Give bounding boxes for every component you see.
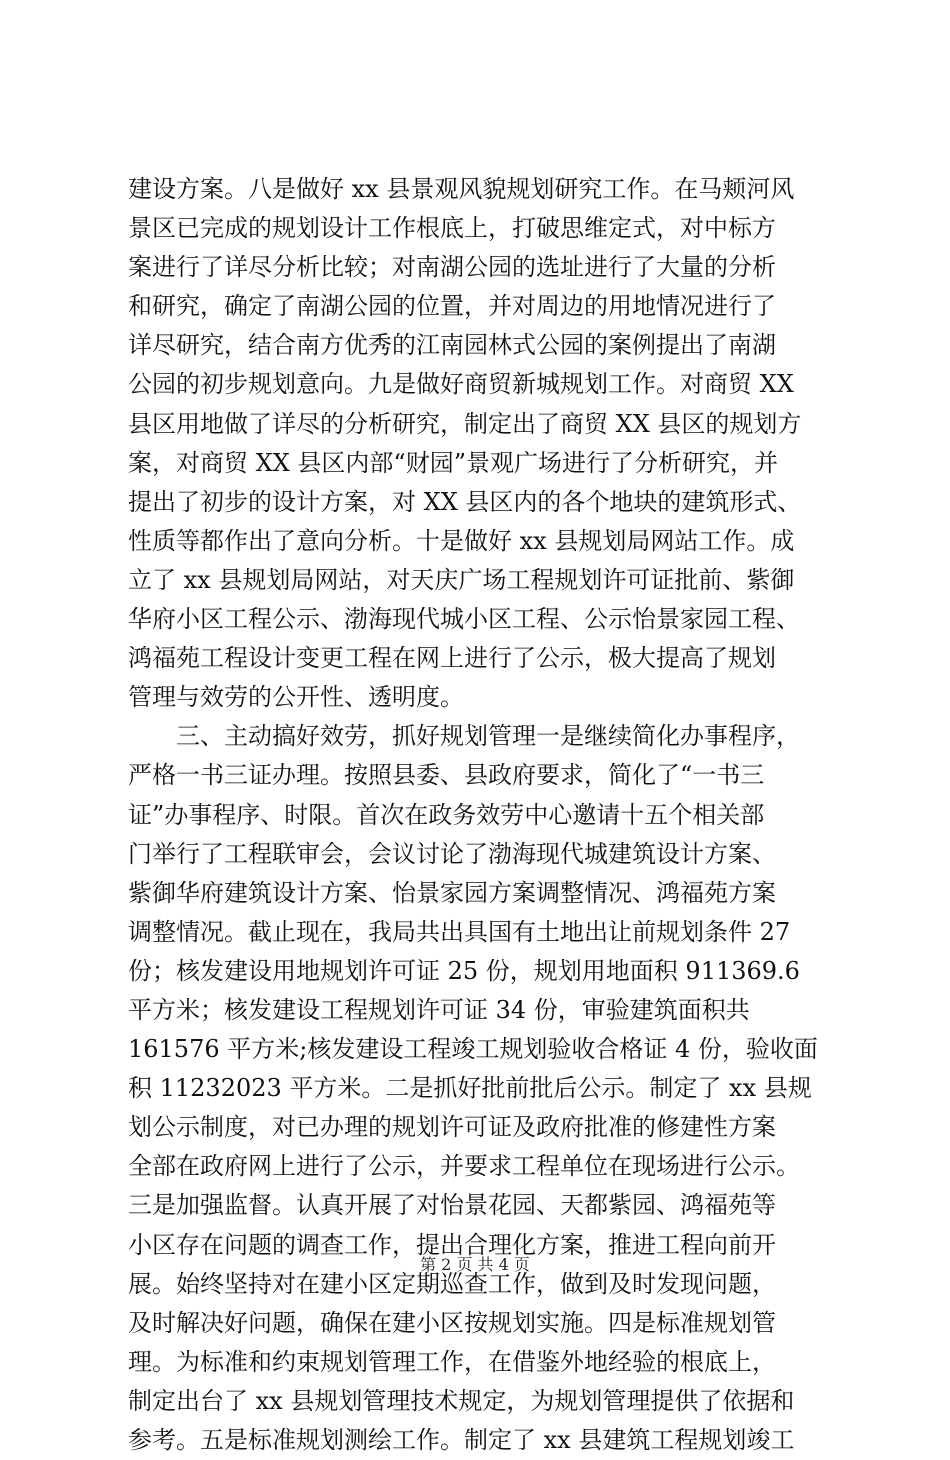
text-line: 建设方案。八是做好 xx 县景观风貌规划研究工作。在马颊河风 [128, 175, 795, 203]
text-line: 案进行了详尽分析比较；对南湖公园的选址进行了大量的分析 [128, 253, 776, 282]
text-line: 立了 xx 县规划局网站，对天庆广场工程规划许可证批前、紫御 [128, 565, 795, 594]
text-line: 展。始终坚持对在建小区定期巡查工作，做到及时发现问题， [128, 1269, 776, 1298]
text-line: 提出了初步的设计方案，对 XX 县区内的各个地块的建筑形式、 [128, 487, 802, 516]
text-line: 详尽研究，结合南方优秀的江南园林式公园的案例提出了南湖 [128, 331, 776, 360]
text-line: 严格一书三证办理。按照县委、县政府要求，简化了“一书三 [128, 761, 765, 790]
page-footer: 第 2 页 共 4 页 [420, 1255, 530, 1274]
text-line: 三是加强监督。认真开展了对怡景花园、天都紫园、鸿福苑等 [128, 1191, 776, 1220]
text-line: 鸿福苑工程设计变更工程在网上进行了公示，极大提高了规划 [128, 644, 776, 673]
text-line: 平方米；核发建设工程规划许可证 34 份，审验建筑面积共 [128, 995, 750, 1024]
text-line: 三、主动搞好效劳，抓好规划管理一是继续简化办事程序， [128, 722, 800, 751]
text-line: 划公示制度，对已办理的规划许可证及政府批准的修建性方案 [128, 1113, 776, 1142]
text-line: 管理与效劳的公开性、透明度。 [128, 683, 464, 712]
text-line: 全部在政府网上进行了公示，并要求工程单位在现场进行公示。 [128, 1152, 800, 1181]
text-line: 紫御华府建筑设计方案、怡景家园方案调整情况、鸿福苑方案 [128, 878, 776, 907]
text-line: 县区用地做了详尽的分析研究，制定出了商贸 XX 县区的规划方 [128, 409, 802, 438]
text-line: 小区存在问题的调查工作，提出合理化方案，推进工程向前开 [128, 1230, 776, 1259]
text-line: 和研究，确定了南湖公园的位置，并对周边的用地情况进行了 [128, 292, 776, 321]
text-line: 参考。五是标准规划测绘工作。制定了 xx 县建筑工程规划竣工 [128, 1426, 795, 1454]
text-line: 及时解决好问题，确保在建小区按规划实施。四是标准规划管 [128, 1308, 776, 1337]
text-line: 制定出台了 xx 县规划管理技术规定，为规划管理提供了依据和 [128, 1386, 795, 1415]
text-line: 案，对商贸 XX 县区内部“财园”景观广场进行了分析研究，并 [128, 448, 778, 477]
text-line: 积 11232023 平方米。二是抓好批前批后公示。制定了 xx 县规 [128, 1074, 812, 1103]
text-line: 公园的初步规划意向。九是做好商贸新城规划工作。对商贸 XX [128, 370, 794, 399]
text-line: 性质等都作出了意向分析。十是做好 xx 县规划局网站工作。成 [128, 526, 795, 555]
text-line: 理。为标准和约束规划管理工作，在借鉴外地经验的根底上， [128, 1347, 776, 1376]
text-line: 份；核发建设用地规划许可证 25 份，规划用地面积 911369.6 [128, 956, 800, 985]
text-line: 华府小区工程公示、渤海现代城小区工程、公示怡景家园工程、 [128, 605, 800, 634]
text-line: 景区已完成的规划设计工作根底上，打破思维定式，对中标方 [128, 214, 776, 243]
text-line: 证”办事程序、时限。首次在政务效劳中心邀请十五个相关部 [128, 800, 765, 829]
text-line: 调整情况。截止现在，我局共出具国有土地出让前规划条件 27 [128, 917, 791, 946]
text-line: 门举行了工程联审会，会议讨论了渤海现代城建筑设计方案、 [128, 839, 776, 868]
text-line: 161576 平方米;核发建设工程竣工规划验收合格证 4 份，验收面 [128, 1035, 818, 1064]
